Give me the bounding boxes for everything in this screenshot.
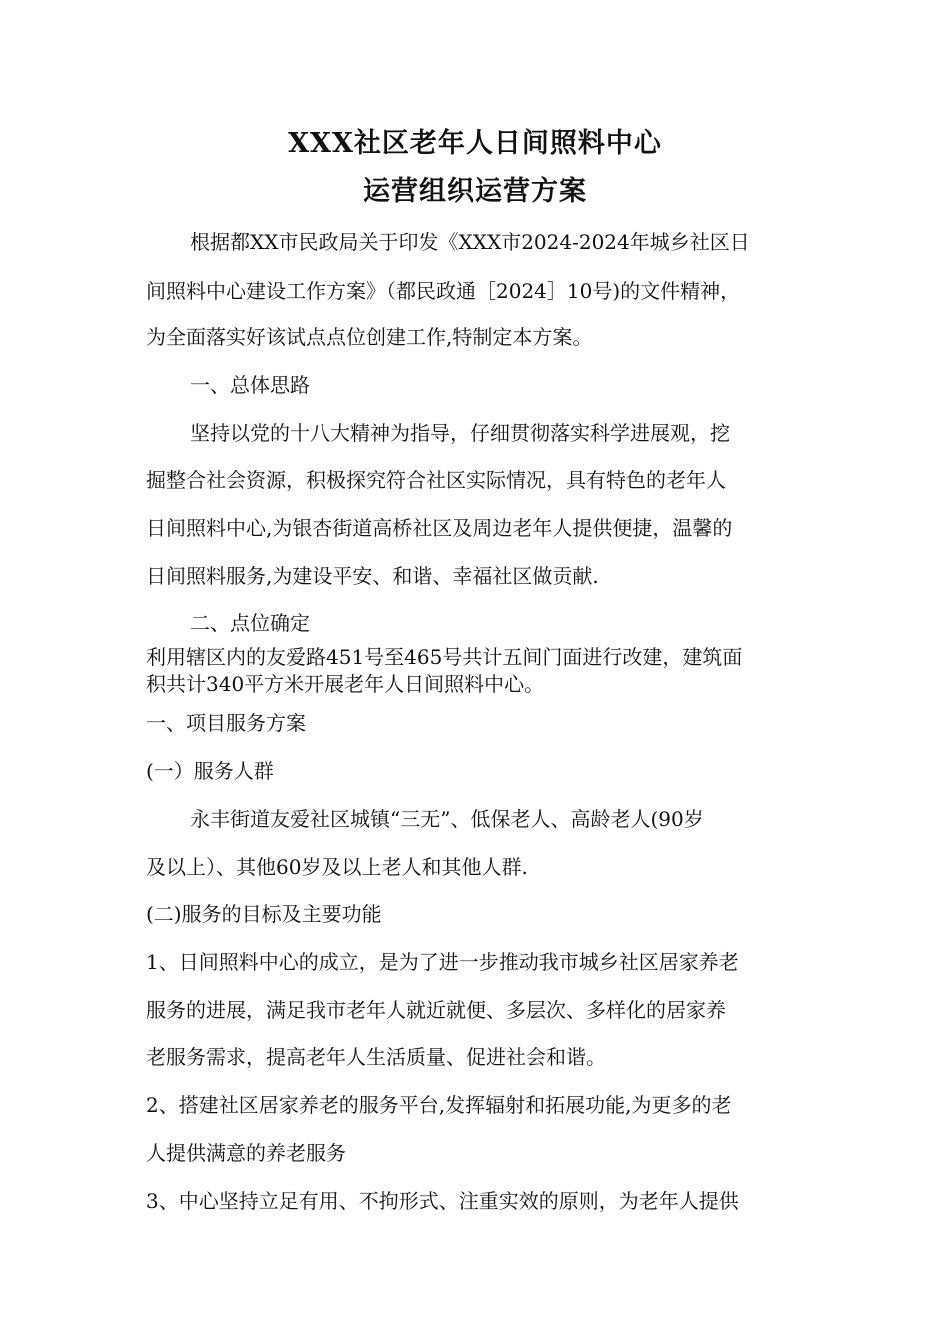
paragraph-line: 坚持以党的十八大精神为指导，仔细贯彻落实科学进展观，挖 (190, 421, 730, 445)
paragraph-line: 及以上）、其他60岁及以上老人和其他人群. (146, 855, 528, 879)
subsection-heading: (一）服务人群 (146, 759, 274, 783)
paragraph-line: 服务的进展，满足我市老年人就近就便、多层次、多样化的居家养 (146, 998, 726, 1022)
document-title-line-1: XXX社区老年人日间照料中心 (288, 128, 662, 159)
paragraph-line: 日间照料服务,为建设平安、和谐、幸福社区做贡献. (146, 564, 599, 588)
paragraph-line: 日间照料中心,为银杏街道高桥社区及周边老年人提供便捷，温馨的 (146, 516, 733, 540)
section-heading: 一、项目服务方案 (146, 711, 306, 735)
paragraph-line: 永丰街道友爱社区城镇“三无”、低保老人、高龄老人(90岁 (190, 807, 704, 831)
paragraph-line: 人提供满意的养老服务 (146, 1141, 346, 1165)
subsection-heading: (二)服务的目标及主要功能 (146, 902, 382, 926)
paragraph-line: 积共计340平方米开展老年人日间照料中心。 (146, 672, 545, 696)
paragraph-line: 为全面落实好该试点点位创建工作,特制定本方案。 (146, 325, 593, 349)
document-title-line-2: 运营组织运营方案 (363, 176, 587, 207)
paragraph-line: 利用辖区内的友爱路451号至465号共计五间门面进行改建，建筑面 (146, 645, 743, 669)
section-heading: 二、点位确定 (190, 611, 310, 635)
section-heading: 一、总体思路 (190, 373, 310, 397)
paragraph-line: 2、搭建社区居家养老的服务平台,发挥辐射和拓展功能,为更多的老 (146, 1093, 732, 1117)
paragraph-line: 掘整合社会资源，积极探究符合社区实际情况，具有特色的老年人 (146, 468, 726, 492)
paragraph-line: 3、中心坚持立足有用、不拘形式、注重实效的原则，为老年人提供 (146, 1189, 739, 1213)
paragraph-line: 根据都XX市民政局关于印发《XXX市2024-2024年城乡社区日 (190, 230, 750, 254)
paragraph-line: 老服务需求，提高老年人生活质量、促进社会和谐。 (146, 1045, 606, 1069)
paragraph-line: 1、日间照料中心的成立，是为了进一步推动我市城乡社区居家养老 (146, 950, 739, 974)
paragraph-line: 间照料中心建设工作方案》（都民政通［2024］10号)的文件精神， (146, 279, 741, 303)
